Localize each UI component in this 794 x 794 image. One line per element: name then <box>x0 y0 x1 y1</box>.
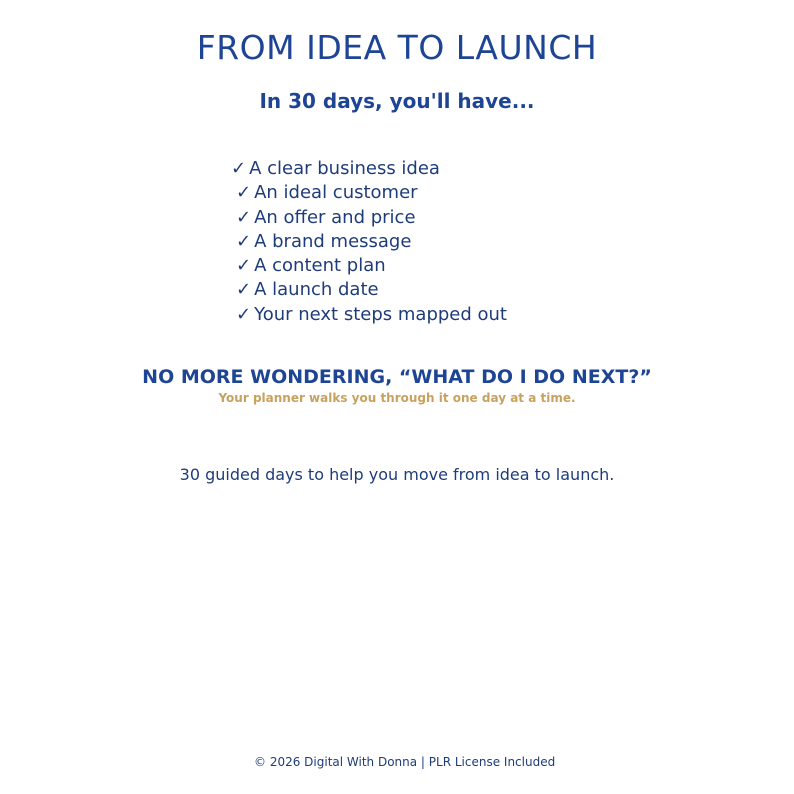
benefits-checklist <box>231 157 507 327</box>
checklist-item <box>231 230 507 254</box>
checklist-item-label: A brand message <box>254 230 412 252</box>
footer-copyright: © 2026 Digital With Donna | PLR License Included <box>254 755 556 769</box>
summary-text: 30 guided days to help you move from idea to launch. <box>179 465 615 484</box>
checklist-item-label: A content plan <box>254 255 386 277</box>
check-icon: ✓ <box>231 158 247 179</box>
check-icon: ✓ <box>236 279 252 301</box>
checklist-item-label: An ideal customer <box>254 182 418 204</box>
check-icon: ✓ <box>236 255 252 277</box>
tagline: Your planner walks you through it one day at a time. <box>218 391 576 405</box>
checklist-item <box>231 206 507 230</box>
check-icon: ✓ <box>236 182 252 204</box>
page-subtitle: In 30 days, you'll have... <box>259 89 535 113</box>
checklist-item <box>231 303 507 327</box>
checklist-item-label: A launch date <box>254 279 379 301</box>
page-title: FROM IDEA TO LAUNCH <box>196 28 598 67</box>
checklist-item-label: Your next steps mapped out <box>254 303 507 325</box>
checklist-item <box>231 278 507 302</box>
checklist-item <box>231 157 507 181</box>
checklist-item-label: A clear business idea <box>249 158 440 179</box>
checklist-item <box>231 181 507 205</box>
checklist-item-label: An offer and price <box>254 206 416 228</box>
checklist-item <box>231 254 507 278</box>
headline: NO MORE WONDERING, “WHAT DO I DO NEXT?” <box>142 366 652 388</box>
check-icon: ✓ <box>236 206 252 228</box>
check-icon: ✓ <box>236 230 252 252</box>
check-icon: ✓ <box>236 303 252 325</box>
